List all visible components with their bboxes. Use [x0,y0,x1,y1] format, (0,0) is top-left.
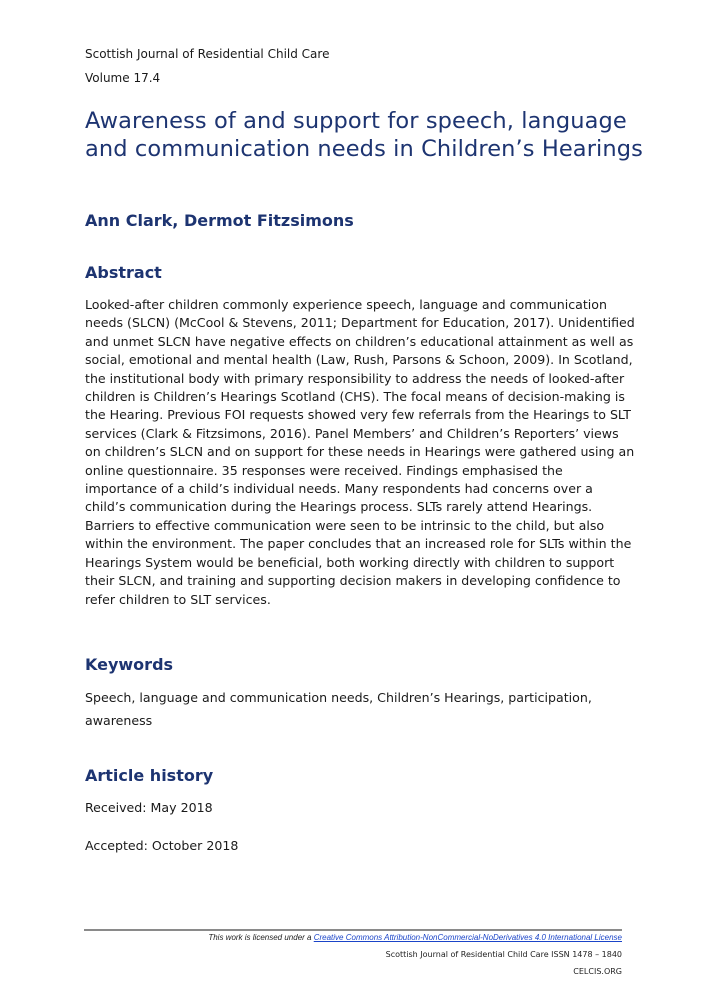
keywords-text: Speech, language and communication needs, Children’s Hearings, participation, awareness [85,690,592,728]
footer-divider [84,929,622,931]
keywords-heading: Keywords [85,655,174,674]
journal-issn: Scottish Journal of Residential Child Care ISSN 1478 – 1840 [385,950,622,959]
license-link[interactable]: Creative Commons Attribution-NonCommercial-NoDerivatives 4.0 International License [313,933,622,942]
received-date: Received: May 2018 [85,800,213,815]
journal-name: Scottish Journal of Residential Child Care [85,47,330,61]
accepted-date: Accepted: October 2018 [85,838,239,853]
article-history-heading: Article history [85,766,214,785]
article-title: Awareness of and support for speech, language and communication needs in Children’s Hearings [85,108,643,162]
license-prefix: This work is licensed under a [208,933,314,942]
site-name: CELCIS.ORG [573,967,622,976]
license-notice [208,933,622,942]
abstract-heading: Abstract [85,263,162,282]
volume-number: Volume 17.4 [85,71,161,85]
abstract-text: Looked-after children commonly experience speech, language and communication needs (SLCN) (McCool & Stevens, 2011; Department for Education, 2017). Unidentified and unmet SLCN have negative effects on children’s educational attainment as well as social, emotional and mental health (Law, Rush, Parsons & Schoon, 2009). In Scotland, the institutional body with primary responsibility to address the needs of looked-after children is Children’s Hearings Scotland (CHS). The focal means of decision-making is the Hearing. Previous FOI requests showed very few referrals from the Hearings to SLT services (Clark & Fitzsimons, 2016). Panel Members’ and Children’s Reporters’ views on children’s SLCN and on support for these needs in Hearings were gathered using an online questionnaire. 35 responses were received. Findings emphasised the importance of a child’s individual needs. Many respondents had concerns over a child’s communication during the Hearings process. SLTs rarely attend Hearings. Barriers to effective communication were seen to be intrinsic to the child, but also within the environment. The paper concludes that an increased role for SLTs within the Hearings System would be beneficial, both working directly with children to support their SLCN, and training and supporting decision makers in developing confidence to refer children to SLT services. [85,297,635,607]
article-authors: Ann Clark, Dermot Fitzsimons [85,211,354,230]
